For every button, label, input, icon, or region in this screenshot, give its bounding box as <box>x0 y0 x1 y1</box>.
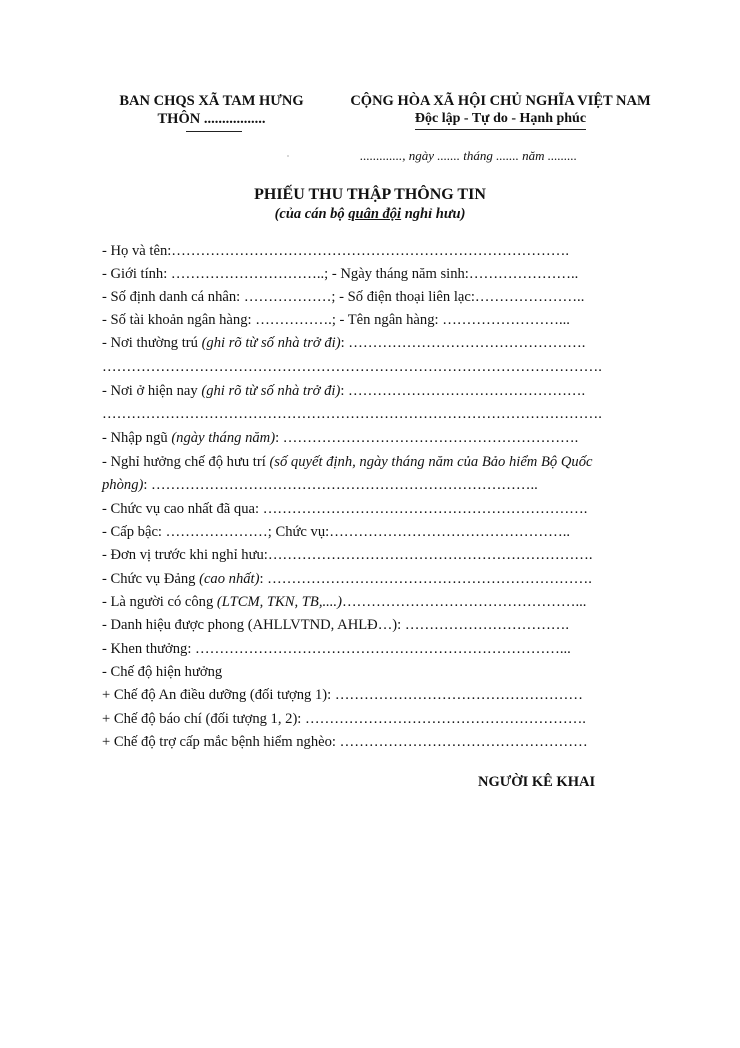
org-name: BAN CHQS XÃ TAM HƯNG <box>119 93 304 109</box>
field-unit: - Đơn vị trước khi nghỉ hưu:…………………………………………………………. <box>102 547 593 563</box>
field-party-position: - Chức vụ Đảng (cao nhất): …………………………………………………………. <box>102 571 592 587</box>
field-retirement-2: phòng): …………………………………………………………………….. <box>102 477 538 493</box>
field-commendation: - Khen thưởng: …………………………………………………………………... <box>102 641 571 657</box>
field-permanent-address: - Nơi thường trú (ghi rõ từ số nhà trở đi): …………………………………………. <box>102 335 586 351</box>
subtitle-underlined: quân đội <box>348 206 402 222</box>
field-retirement: - Nghỉ hưởng chế độ hưu trí (số quyết định, ngày tháng năm của Bảo hiểm Bộ Quốc <box>102 454 593 470</box>
form-title: PHIẾU THU THẬP THÔNG TIN <box>254 186 486 203</box>
field-current-address-2: …………………………………………………………………………………………. <box>102 406 602 422</box>
scan-speck <box>287 155 289 157</box>
field-honorary-title: - Danh hiệu được phong (AHLLVTND, AHLĐ…): ……………………………. <box>102 617 570 633</box>
org-underline <box>186 131 242 132</box>
field-illness-allowance: + Chế độ trợ cấp mắc bệnh hiểm nghèo: …………………………………………… <box>102 734 588 750</box>
village-line: THÔN ................. <box>157 111 266 127</box>
field-full-name: - Họ và tên:………………………………………………………………………. <box>102 243 569 259</box>
national-motto: Độc lập - Tự do - Hạnh phúc <box>415 110 586 130</box>
field-bank-account: - Số tài khoản ngân hàng: …………….; - Tên ngân hàng: ……………………... <box>102 312 570 328</box>
field-gender-birthdate: - Giới tính: …………………………..; - Ngày tháng năm sinh:………………….. <box>102 266 579 282</box>
country-name: CỘNG HÒA XÃ HỘI CHỦ NGHĨA VIỆT NAM <box>350 93 651 109</box>
field-current-benefits: - Chế độ hiện hưởng <box>102 664 223 680</box>
field-permanent-address-2: …………………………………………………………………………………………. <box>102 359 602 375</box>
issuing-organization <box>104 92 319 132</box>
field-highest-position: - Chức vụ cao nhất đã qua: …………………………………………………………. <box>102 501 588 517</box>
national-header <box>328 92 673 130</box>
date-line: ............., ngày ....... tháng ....... năm ......... <box>360 148 578 163</box>
field-press-regime: + Chế độ báo chí (đối tượng 1, 2): …………………………………………………. <box>102 711 586 727</box>
field-merit: - Là người có công (LTCM, TKN, TB,....)…………………………………………... <box>102 594 587 610</box>
declarant-signature-label: NGƯỜI KÊ KHAI <box>478 774 596 790</box>
field-nursing-regime: + Chế độ An điều dưỡng (đối tượng 1): …………………………………………… <box>102 687 583 703</box>
field-enlistment-date: - Nhập ngũ (ngày tháng năm): ……………………………………………………. <box>102 430 579 446</box>
field-current-address: - Nơi ở hiện nay (ghi rõ từ số nhà trở đi): …………………………………………. <box>102 383 586 399</box>
subtitle-pre: (của cán bộ <box>274 206 349 222</box>
field-id-phone: - Số định danh cá nhân: ………………; - Số điện thoại liên lạc:………………….. <box>102 289 585 305</box>
field-rank-position: - Cấp bậc: …………………; Chức vụ:………………………………………….. <box>102 524 570 540</box>
form-subtitle <box>0 206 740 223</box>
subtitle-post: nghỉ hưu) <box>401 206 466 222</box>
